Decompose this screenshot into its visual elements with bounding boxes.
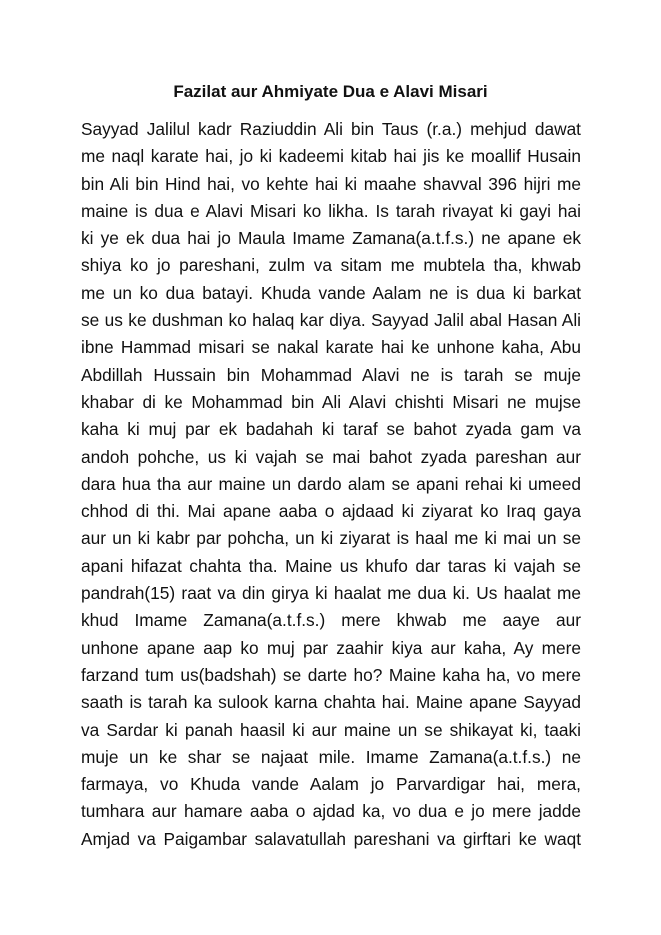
body-line: maine is dua e Alavi Misari ko likha. Is tarah rivayat ki gayi hai: [81, 200, 581, 221]
body-line: tumhara aur hamare aaba o ajdad ka, vo dua e jo mere jadde: [81, 801, 581, 822]
body-line: bin Ali bin Hind hai, vo kehte hai ki maahe shavval 396 hijri me: [81, 173, 581, 194]
body-line: shiya ko jo pareshani, zulm va sitam me mubtela tha, khwab: [81, 255, 581, 276]
body-line: dara hua tha aur maine un dardo alam se apani rehai ki umeed: [81, 473, 581, 494]
body-line: kaha ki muj par ek badahah ki taraf se bahot zyada gam va: [81, 419, 581, 440]
body-line: va Sardar ki panah haasil ki aur maine un se shikayat ki, taaki: [81, 719, 581, 740]
body-line: Sayyad Jalilul kadr Raziuddin Ali bin Taus (r.a.) mehjud dawat: [81, 119, 581, 139]
body-line: farzand tum us(badshah) se darte ho? Maine kaha ha, vo mere: [81, 664, 581, 685]
body-line: saath is tarah ka sulook karna chahta hai. Maine apane Sayyad: [81, 692, 581, 713]
body-line: me un ko dua batayi. Khuda vande Aalam ne is dua ki barkat: [81, 282, 581, 303]
document-body: [81, 116, 581, 853]
body-line: me naql karate hai, jo ki kadeemi kitab hai jis ke moallif Husain: [81, 146, 581, 167]
body-line: khabar di ke Mohammad bin Ali Alavi chishti Misari ne mujse: [81, 391, 581, 412]
body-line: khud Imame Zamana(a.t.f.s.) mere khwab me aaye aur: [81, 610, 581, 631]
body-line: Abdillah Hussain bin Mohammad Alavi ne is tarah se muje: [81, 364, 581, 385]
body-line: ibne Hammad misari se nakal karate hai ke unhone kaha, Abu: [81, 337, 581, 358]
body-line: aur un ki kabr par pohcha, un ki ziyarat is haal me ki mai un se: [81, 528, 581, 549]
body-line: se us ke dushman ko halaq kar diya. Sayyad Jalil abal Hasan Ali: [81, 310, 581, 331]
body-line: unhone apane aap ko muj par zaahir kiya aur kaha, Ay mere: [81, 637, 581, 658]
body-line: farmaya, vo Khuda vande Aalam jo Parvardigar hai, mera,: [81, 774, 581, 795]
body-line: Amjad va Paigambar salavatullah pareshani va girftari ke waqt: [81, 828, 581, 849]
body-line: chhod di thi. Mai apane aaba o ajdaad ki ziyarat ko Iraq gaya: [81, 501, 581, 522]
document-title: Fazilat aur Ahmiyate Dua e Alavi Misari: [173, 82, 488, 101]
body-line: pandrah(15) raat va din girya ki haalat me dua ki. Us haalat me: [81, 583, 581, 604]
body-line: ki ye ek dua hai jo Maula Imame Zamana(a.t.f.s.) ne apane ek: [81, 228, 581, 249]
body-line: andoh pohche, us ki vajah se mai bahot zyada pareshan aur: [81, 446, 581, 467]
body-line: apani hifazat chahta tha. Maine us khufo dar taras ki vajah se: [81, 555, 581, 576]
body-line: muje un ke shar se najaat mile. Imame Zamana(a.t.f.s.) ne: [81, 746, 581, 767]
